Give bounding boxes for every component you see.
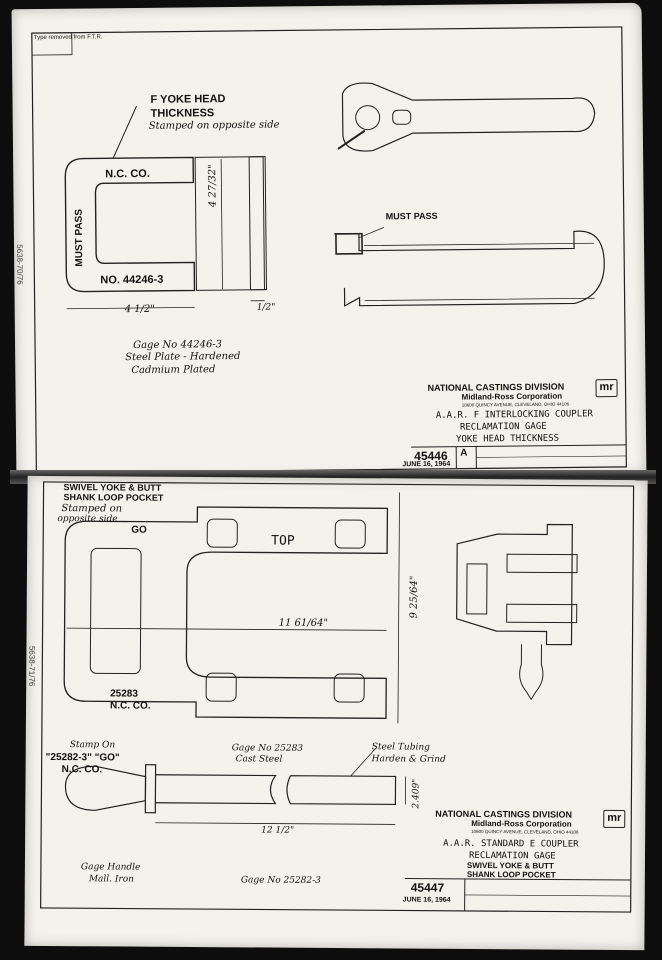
dim-length: 11 61/64" [278, 617, 328, 629]
dim-width: 4 1/2" [124, 303, 155, 316]
part-number: 25283 [110, 688, 138, 700]
handle-note: Gage Handle [80, 862, 141, 873]
cast-steel-note: Cast Steel [235, 754, 283, 765]
dim-height: 9 25/64" [408, 575, 420, 619]
company-logo: mr [603, 810, 625, 828]
title-line-1: A.A.R. STANDARD E COUPLER [443, 838, 579, 850]
drawing-date: JUNE 16, 1964 [402, 896, 451, 904]
title-company: NATIONAL CASTINGS DIVISION [435, 808, 573, 820]
harden-note: Harden & Grind [371, 754, 446, 765]
revision-letter: A [460, 447, 468, 459]
gage-number-note: Gage No 44246-3 [133, 339, 223, 352]
title-line-2: RECLAMATION GAGE [459, 421, 547, 433]
title-line-3: YOKE HEAD THICKNESS [456, 433, 560, 445]
swivel-label: SWIVEL YOKE & BUTT [63, 482, 162, 493]
title-line-4: SHANK LOOP POCKET [466, 869, 556, 880]
nc-co-label: N.C. CO. [110, 700, 151, 712]
company-logo: mr [595, 379, 617, 397]
sheet-side-number: 5638-71/76 [27, 645, 37, 687]
must-pass-label: MUST PASS [385, 210, 438, 222]
stamped-note: Stamped on opposite side [148, 119, 280, 132]
title-address: 10600 QUINCY AVENUE, CLEVELAND, OHIO 44106 [471, 828, 579, 835]
dim-tube: 12 1/2" [261, 825, 295, 836]
stamp-values: "25282-3" "GO" [45, 751, 120, 764]
upper-drawing-sheet [12, 3, 647, 482]
gage-number-note: Gage No 25283 [231, 743, 304, 754]
nc-co-label: N.C. CO. [105, 167, 150, 181]
stamped-note: Stamped on [61, 503, 123, 515]
shank-label: SHANK LOOP POCKET [63, 492, 164, 503]
sheet-side-number: 5638-70/76 [15, 244, 25, 285]
dim-height: 4 27/32" [207, 164, 219, 208]
thickness-label: THICKNESS [150, 107, 215, 120]
yoke-head-label: F YOKE HEAD [150, 93, 226, 106]
top-label: TOP [271, 533, 295, 549]
lower-drawing-sheet [24, 476, 647, 950]
tubing-note: Steel Tubing [371, 742, 430, 753]
title-company: NATIONAL CASTINGS DIVISION [427, 381, 565, 393]
title-address: 10600 QUINCY AVENUE, CLEVELAND, OHIO 44106 [461, 401, 570, 408]
must-pass-vertical: MUST PASS [73, 208, 86, 267]
drawing-number: 45446 [414, 448, 448, 464]
title-corporation: Midland-Ross Corporation [471, 818, 572, 829]
stamp-on-note: Stamp On [69, 740, 116, 751]
dim-diameter: 2.409" [411, 778, 422, 809]
gage-number-note-2: Gage No 25282-3 [240, 875, 321, 886]
title-line-2: RECLAMATION GAGE [468, 850, 556, 862]
drawing-number: 45447 [410, 880, 445, 895]
opposite-note: opposite side [57, 514, 118, 525]
drawing-date: JUNE 16, 1964 [402, 460, 451, 469]
title-corporation: Midland-Ross Corporation [461, 391, 563, 402]
material-note: Steel Plate - Hardened [125, 350, 241, 364]
part-number: NO. 44246-3 [100, 273, 164, 287]
finish-note: Cadmium Plated [131, 364, 216, 377]
handle-material: Mall. Iron [88, 874, 135, 885]
dim-thick: 1/2" [256, 302, 276, 313]
title-line-1: A.A.R. F INTERLOCKING COUPLER [435, 409, 594, 421]
go-label: GO [131, 524, 147, 536]
revision-note: Type removed from F.T.R. [33, 34, 103, 42]
nc-co-label-2: N.C. CO. [61, 764, 103, 776]
title-line-3: SWIVEL YOKE & BUTT [466, 860, 554, 871]
